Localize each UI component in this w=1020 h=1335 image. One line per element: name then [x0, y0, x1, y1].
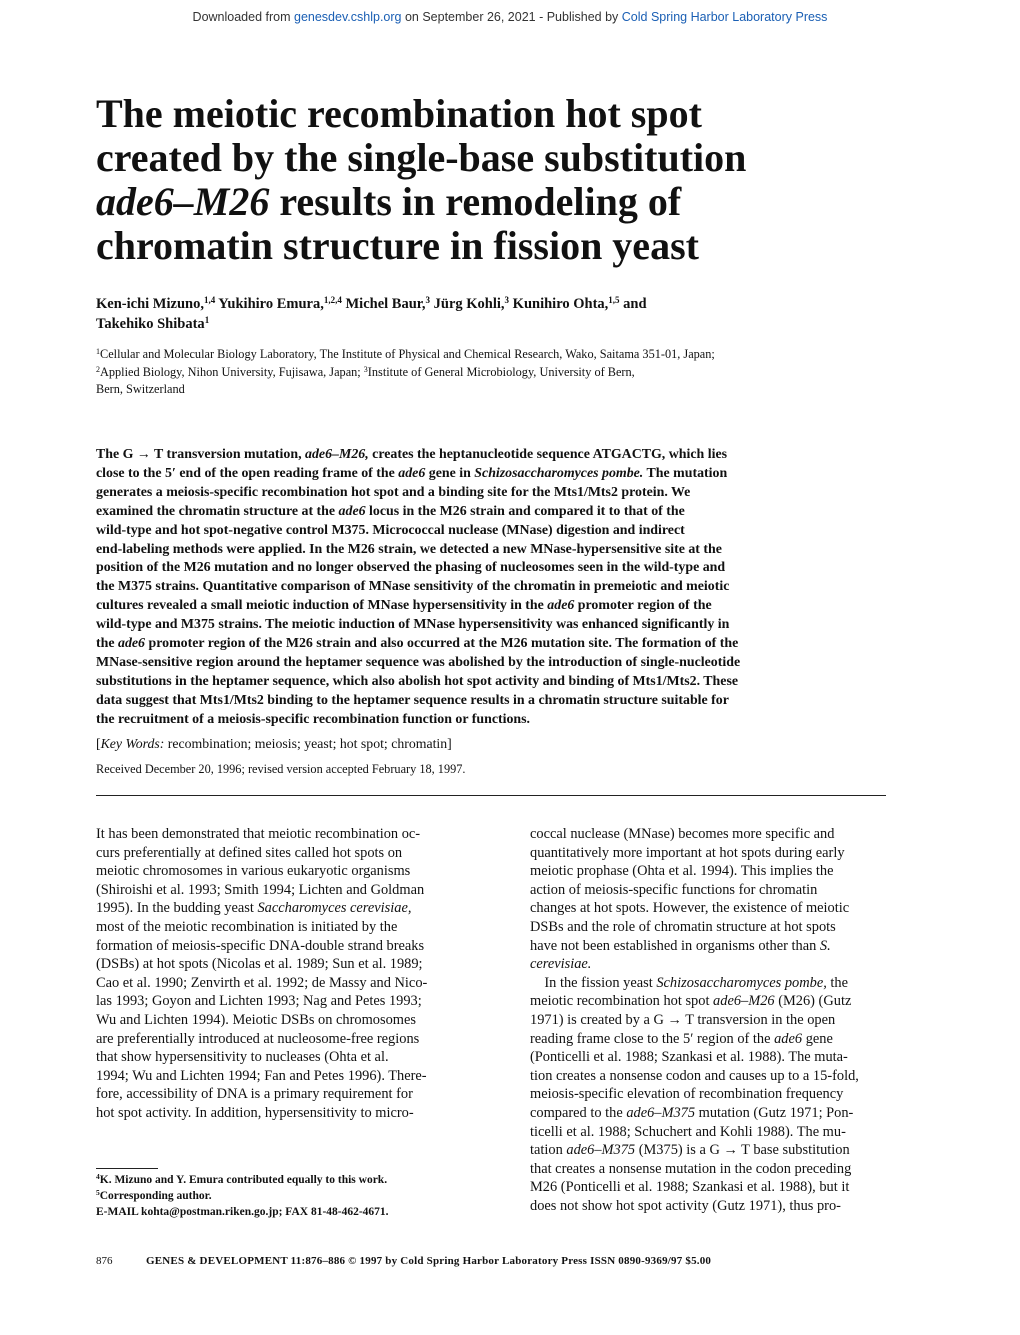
body-line: fore, accessibility of DNA is a primary requirement for — [96, 1086, 413, 1103]
download-banner — [0, 10, 1020, 24]
body-line: that creates a nonsense mutation in the codon preceding — [530, 1160, 852, 1177]
body-line: meiosis-specific elevation of recombination frequency — [530, 1086, 844, 1103]
abstract-line: wild-type and hot spot-negative control M375. Micrococcal nuclease (MNase) digestion and indirect — [96, 522, 685, 538]
site-link[interactable]: genesdev.cshlp.org — [294, 10, 402, 24]
article-title — [96, 92, 856, 268]
abstract-text: The mutation — [643, 465, 728, 481]
abstract-text: creates the heptanucleotide sequence ATGACTG, which lies — [368, 447, 728, 462]
abstract-line: wild-type and M375 strains. The meiotic induction of MNase hypersensitivity was enhanced significantly in — [96, 617, 730, 633]
body-italic: S. — [819, 937, 831, 954]
body-line: Cao et al. 1990; Zenvirth et al. 1992; de Massy and Nico- — [96, 974, 428, 991]
abstract-text: the — [96, 636, 118, 652]
body-text: reading frame close to the 5′ region of the — [530, 1030, 775, 1047]
body-text: compared to the — [530, 1104, 627, 1121]
body-line: M26 (Ponticelli et al. 1988; Szankasi et al. 1988), but it — [530, 1179, 850, 1196]
title-line-4: chromatin structure in fission yeast — [96, 223, 699, 268]
abstract-line: MNase-sensitive region around the heptamer sequence was abolished by the introduction of single-nucleotide — [96, 654, 741, 670]
body-italic: ade6–M375 — [566, 1142, 636, 1159]
abstract-line — [96, 503, 886, 522]
body-line: changes at hot spots. However, the existence of meiotic — [530, 900, 850, 917]
body-text: (M375) is a G → T base substitution — [635, 1142, 850, 1159]
body-line: 1971) is created by a G → T transversion in the open — [530, 1011, 836, 1028]
title-line-2: created by the single-base substitution — [96, 135, 747, 180]
author-name: Jürg Kohli, — [430, 296, 505, 312]
abstract-line — [96, 597, 886, 616]
body-line: (Ponticelli et al. 1988; Szankasi et al. 1988). The muta- — [530, 1049, 848, 1066]
journal-citation: GENES & DEVELOPMENT 11:876–886 © 1997 by Cold Spring Harbor Laboratory Press ISSN 0890-9369/97 $5.00 — [146, 1255, 712, 1267]
key-words-bracket: [ — [96, 736, 101, 751]
body-text: tation — [530, 1142, 567, 1159]
body-italic: Saccharomyces cerevisiae, — [257, 900, 412, 917]
body-line: It has been demonstrated that meiotic recombination oc- — [96, 826, 421, 842]
affiliation-marker: 2 — [96, 364, 100, 374]
affiliation-text: Cellular and Molecular Biology Laboratory, The Institute of Physical and Chemical Research, Wako, Saitama 351-01, Japan; — [100, 347, 715, 361]
abstract-text: close to the 5′ end of the open reading frame of the — [96, 465, 399, 481]
abstract-text: cultures revealed a small meiotic induction of MNase hypersensitivity in the — [96, 598, 548, 614]
affiliation-line — [96, 346, 926, 364]
abstract-line: data suggest that Mts1/Mts2 binding to the heptamer sequence results in a chromatin structure suitable for — [96, 692, 729, 708]
body-line — [96, 899, 492, 918]
body-line — [530, 1030, 926, 1049]
section-divider — [96, 795, 886, 796]
affiliation-marker: 3 — [363, 364, 368, 374]
abstract-line — [96, 465, 886, 484]
author-name: Michel Baur, — [341, 296, 426, 312]
footnote — [96, 1188, 496, 1204]
key-words — [96, 736, 452, 752]
body-line — [530, 974, 926, 993]
abstract-text: promoter region of the — [574, 598, 712, 614]
body-line — [530, 1141, 926, 1160]
body-column-right — [530, 825, 926, 1215]
abstract-text: gene in — [425, 465, 475, 481]
affiliation-text: Institute of General Microbiology, University of Bern, — [367, 364, 635, 379]
footnote-marker: 4 — [96, 1172, 100, 1181]
abstract-italic: ade6–M26, — [305, 447, 369, 462]
author-affiliation-marker: 1,4 — [203, 295, 216, 305]
body-italic: ade6 — [774, 1030, 803, 1047]
body-line — [530, 937, 926, 956]
footnote — [96, 1172, 496, 1188]
body-line: (Shiroishi et al. 1993; Smith 1994; Lichten and Goldman — [96, 881, 425, 898]
body-line: hot spot activity. In addition, hypersensitivity to micro- — [96, 1104, 414, 1121]
abstract-italic: ade6 — [398, 465, 426, 481]
author-affiliation-marker: 1,5 — [608, 295, 620, 305]
author-name: Kunihiro Ohta, — [509, 296, 609, 312]
body-text: have not been established in organisms other than — [530, 937, 820, 954]
footnote-text: Corresponding author. — [99, 1190, 212, 1202]
body-line: that show hypersensitivity to nucleases (Ohta et al. — [96, 1049, 389, 1066]
author-list — [96, 294, 876, 334]
body-text: meiotic recombination hot spot — [530, 993, 714, 1010]
page-number: 876 — [96, 1255, 113, 1267]
abstract-italic: ade6 — [338, 503, 366, 519]
body-text: gene — [802, 1030, 833, 1047]
abstract — [96, 446, 886, 730]
page-footer — [96, 1255, 711, 1267]
key-words-label: Key Words: — [100, 736, 165, 751]
body-line — [530, 1104, 926, 1123]
abstract-italic: ade6 — [547, 598, 575, 614]
body-line: most of the meiotic recombination is initiated by the — [96, 918, 398, 935]
abstract-line: position of the M26 mutation and no longer observed the phasing of nucleosomes seen in the wild-type and — [96, 560, 726, 576]
body-text: mutation (Gutz 1971; Pon- — [695, 1104, 854, 1121]
body-line: Wu and Lichten 1994). Meiotic DSBs on chromosomes — [96, 1011, 416, 1028]
affiliation-marker: 1 — [96, 347, 100, 356]
key-words-text: recombination; meiosis; yeast; hot spot; chromatin] — [164, 736, 452, 751]
abstract-text: promoter region of the M26 strain and also occurred at the M26 mutation site. The formation of the — [145, 636, 739, 652]
abstract-italic: ade6 — [118, 636, 146, 652]
affiliation-line — [96, 364, 926, 382]
received-dates: Received December 20, 1996; revised version accepted February 18, 1997. — [96, 762, 466, 776]
abstract-line: substitutions in the heptamer sequence, which also abolish hot spot activity and binding of Mts1/Mts2. These — [96, 673, 739, 689]
author-name: Takehiko Shibata — [96, 316, 205, 332]
footnote-text: K. Mizuno and Y. Emura contributed equally to this work. — [99, 1174, 388, 1186]
body-line: DSBs and the role of chromatin structure at hot spots — [530, 918, 836, 935]
body-line: are preferentially introduced at nucleosome-free regions — [96, 1030, 420, 1047]
body-line: formation of meiosis-specific DNA-double strand breaks — [96, 937, 425, 954]
body-italic: cerevisiae. — [530, 956, 592, 973]
body-line — [530, 992, 926, 1011]
body-text: (M26) (Gutz — [774, 993, 852, 1010]
abstract-line — [96, 635, 886, 654]
footnote-contact: E-MAIL kohta@postman.riken.go.jp; FAX 81-48-462-4671. — [96, 1206, 389, 1218]
body-italic: Schizosaccharomyces pombe, — [656, 974, 827, 991]
footnotes — [96, 1172, 496, 1220]
title-line-3 — [96, 180, 856, 224]
abstract-line: the M375 strains. Quantitative comparison of MNase sensitivity of the chromatin in premeiotic and meiotic — [96, 579, 730, 595]
abstract-italic: Schizosaccharomyces pombe. — [474, 465, 644, 481]
author-affiliation-marker: 3 — [425, 295, 431, 305]
abstract-line: generates a meiosis-specific recombination hot spot and a binding site for the Mts1/Mts2 protein. We — [96, 484, 691, 500]
abstract-line: end-labeling methods were applied. In the M26 strain, we detected a new MNase-hypersensitive site at the — [96, 541, 722, 557]
body-text: In the fission yeast — [530, 974, 657, 991]
body-column-left — [96, 825, 492, 1123]
body-line: coccal nuclease (MNase) becomes more specific and — [530, 826, 835, 842]
title-line-3-rest: results in remodeling of — [269, 179, 682, 224]
title-line-1: The meiotic recombination hot spot — [96, 91, 702, 136]
body-line: does not show hot spot activity (Gutz 1971), thus pro- — [530, 1197, 841, 1214]
author-affiliation-marker: 3 — [504, 295, 510, 305]
banner-middle: on September 26, 2021 - Published by — [401, 10, 622, 24]
body-italic: ade6–M375 — [626, 1104, 696, 1121]
abstract-text: locus in the M26 strain and compared it to that of the — [365, 503, 685, 519]
body-line: meiotic chromosomes in various eukaryotic organisms — [96, 863, 411, 880]
body-line: meiotic prophase (Ohta et al. 1994). This implies the — [530, 863, 834, 880]
body-line: ticelli et al. 1988; Schuchert and Kohli 1988). The mu- — [530, 1123, 846, 1140]
abstract-text: The G → T transversion mutation, — [96, 447, 306, 462]
body-line: las 1993; Goyon and Lichten 1993; Nag and Petes 1993; — [96, 993, 422, 1010]
body-line — [530, 955, 926, 974]
body-line: curs preferentially at defined sites called hot spots on — [96, 844, 403, 861]
body-line: action of meiosis-specific functions for chromatin — [530, 881, 818, 898]
banner-prefix: Downloaded from — [192, 10, 294, 24]
author-affiliation-marker: 1,2,4 — [323, 295, 342, 305]
body-line: quantitatively more important at hot spots during early — [530, 844, 845, 861]
body-italic: ade6–M26 — [713, 993, 775, 1010]
body-line: 1994; Wu and Lichten 1994; Fan and Petes 1996). There- — [96, 1067, 427, 1084]
body-text: the — [826, 974, 849, 991]
publisher-link[interactable]: Cold Spring Harbor Laboratory Press — [621, 10, 828, 24]
body-text: 1995). In the budding yeast — [96, 900, 258, 917]
author-name: Yukihiro Emura, — [215, 296, 324, 312]
body-line: tion creates a nonsense codon and causes up to a 15-fold, — [530, 1067, 859, 1084]
abstract-line: the recruitment of a meiosis-specific recombination function or functions. — [96, 711, 531, 727]
affiliations — [96, 346, 926, 399]
abstract-line — [96, 446, 886, 465]
affiliation-text: Applied Biology, Nihon University, Fujisawa, Japan; — [100, 364, 364, 379]
body-line: (DSBs) at hot spots (Nicolas et al. 1989; Sun et al. 1989; — [96, 956, 423, 973]
author-conjunction: and — [619, 296, 647, 312]
footnote-divider — [96, 1168, 158, 1169]
author-name: Ken-ichi Mizuno, — [96, 296, 204, 312]
title-gene-name: ade6–M26 — [96, 179, 270, 224]
author-affiliation-marker: 1 — [204, 315, 210, 325]
footnote-marker: 5 — [96, 1188, 100, 1197]
abstract-text: examined the chromatin structure at the — [96, 503, 339, 519]
affiliation-line: Bern, Switzerland — [96, 382, 185, 396]
